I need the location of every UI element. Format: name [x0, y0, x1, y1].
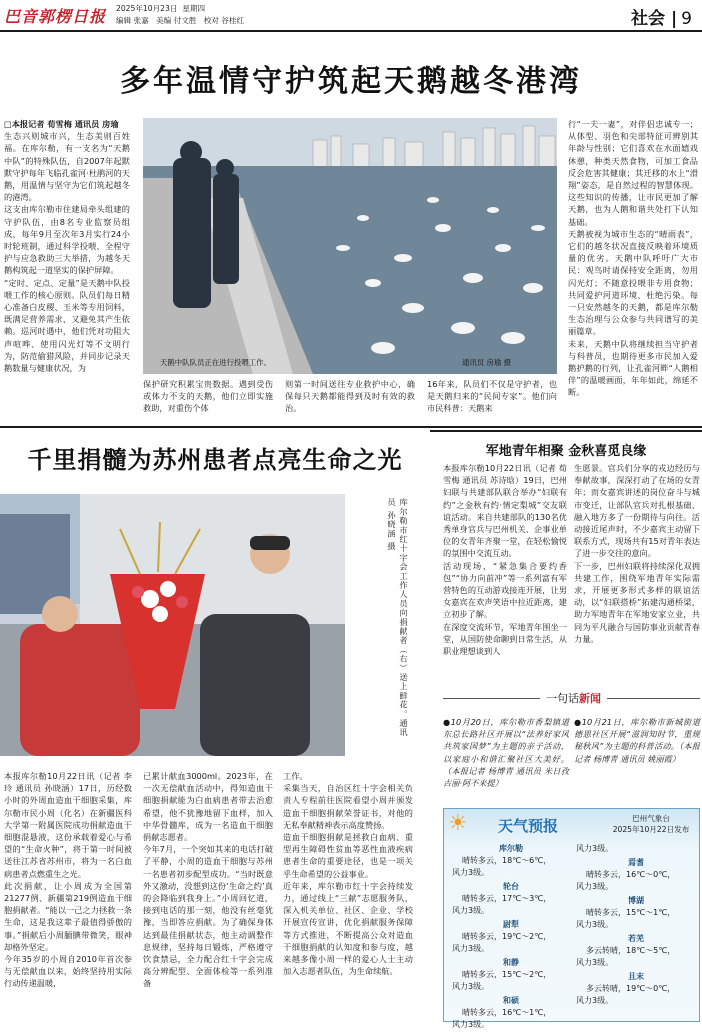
- weather-row: [576, 895, 696, 931]
- weather-city: 和硕: [503, 996, 519, 1005]
- story1-photo-credit: 通讯员 房瑜 摄: [462, 358, 512, 367]
- weather-wind: 风力3级。: [576, 996, 614, 1005]
- story2-photo-caption: 库尔勒市红十字会工作人员向捐献者（右）送上鲜花。: [399, 498, 409, 719]
- donation-ceremony-scene: [0, 494, 345, 756]
- weather-wind: 风力3级。: [452, 906, 490, 915]
- story1-column-5: 行“一夫一妻”，对伴侣忠诚专一；从体型、羽色和尖部特征可辨别其年龄与性别；它们喜欢在水面嬉戏休憩，种类天然食物，可加工食品反会危害其健康；其迁移的水上“滑翔”姿态，是自然过程的智慧体现。这些知识的传播，让市民更加了解天鹅，也为人鹅和谐共处打下认知基础。 天鹅被视为城市生态的“晴雨表”，它们的越冬状况直接反映着环境质量的优劣。天鹅中队呼吁广大市民：观鸟时请保持安全距离，勿用闪光灯；不随意投喂非专用食物；共同爱护河道环境，杜绝污染。每一只安然越冬的天鹅，都是库尔勒生态治理与公众参与共同谱写的美丽篇章。 未来，天鹅中队将继续担当守护者与科普员，也期待更多市民加入爱鹅护鹅的行列，让孔雀河畔“人鹅相伴”的温暖画面，年年如此，绵延不断。: [568, 119, 698, 398]
- story3-column-2: 生愿景。官兵们分享的戎边经历与奉献故事，深深打动了在场的女青年；而女嘉宾讲述的岗位奋斗与城市变迁，让部队官兵对扎根基础、融入地方多了一份期待与向往。活动接近尾声时，不少嘉宾主动留下联系方式，现场共有15对青年表达了进一步交往的意向。 下一步，巴州妇联将持续深化双拥共建工作，围绕军地青年实际需求，开展更多形式多样的联谊活动，以“妇联搭桥”拓建沟通桥梁，助力军地青年在军地安家立业，共同为平凡融合与国防事业贡献青春力量。: [574, 463, 700, 644]
- news-item-2: ●10月21日，库尔勒市新城街道德恩社区开展“滋润知时节，重规秘秋风”为主题的科普活动。（本报记者 杨博青 通讯员 姚丽霞）: [574, 717, 700, 764]
- weather-wind: 风力3级。: [452, 982, 490, 991]
- weather-row: [452, 957, 570, 993]
- weather-city: 博湖: [628, 896, 644, 905]
- weather-condition: 晴转多云，17℃～3℃，: [462, 894, 552, 903]
- story1-column-4: 16年来，队员们不仅是守护者，也是天鹅归来的“民间专家”。他们向市民科普：天鹅来: [427, 379, 557, 414]
- weather-wind: 风力3级。: [576, 882, 614, 891]
- weather-city: 库尔勒: [499, 844, 523, 853]
- weather-city: 若羌: [628, 934, 644, 943]
- weather-wind: 风力3级。: [576, 844, 614, 853]
- story1-photo: [143, 118, 557, 374]
- editor: 编辑 张嘉: [116, 16, 149, 25]
- weather-issuer-block: [604, 813, 698, 835]
- story1-photo-caption: 天鹅中队队员正在进行投喂工作。: [160, 358, 271, 367]
- weather-wind: 风力3级。: [576, 920, 614, 929]
- story2-headline: 千里捐髓为苏州患者点亮生命之光: [27, 446, 403, 474]
- weather-left-list: [452, 843, 570, 1033]
- issue-weekday: 星期四: [182, 4, 206, 13]
- weather-condition: 晴转多云，18℃～6℃，: [462, 856, 552, 865]
- weather-city: 尉犁: [503, 920, 519, 929]
- weather-city: 且末: [628, 972, 644, 981]
- masthead-title: 巴音郭楞日报: [4, 7, 107, 26]
- sun-icon: ☀: [448, 811, 468, 836]
- story-separator: [0, 426, 702, 428]
- story3-headline: 军地青年相聚 金秋喜觅良缘: [485, 444, 647, 459]
- issue-date: 2025年10月23日: [116, 4, 178, 13]
- weather-row: [576, 843, 696, 855]
- weather-city: 和静: [503, 958, 519, 967]
- masthead-meta: [116, 3, 244, 27]
- page-number: 9: [681, 9, 692, 29]
- news-header: [540, 690, 607, 706]
- weather-wind: 风力3级。: [576, 958, 614, 967]
- proofreader: 校对 谷桂红: [203, 16, 245, 25]
- story1-column-1: [4, 118, 130, 406]
- story2-column-1: 本报库尔勒10月22日讯（记者 李玲 通讯员 孙晓涵）17日，历经数小时的外周血造血干细胞采集，库尔勒市民小周（化名）在新疆医科大学第一附属医院成功捐献造血干细胞混悬液，这份承载着爱心与希望的“生命火种”，将于第一时间被送往江苏省苏州市，将为一名白血病患者点燃重生之光。 此次捐献，让小周成为全国第21277例、新疆第219例造血干细胞捐献者。“能以一己之力拯救一条生命，这是我这辈子最值得骄傲的事。”捐献后小周腼腆带微笑，眼神却格外坚定。 今年35岁的小周自2010年首次参与无偿献血以来，始终坚持用实际行动传递温暖，: [4, 771, 132, 989]
- weather-row: [576, 857, 696, 893]
- weather-title: 天气预报: [498, 817, 559, 835]
- story3-top-rule: [430, 430, 702, 432]
- swan-lake-scene: [143, 118, 557, 374]
- story1-column-2: 保护研究积累宝贵数据。遇到受伤或体力不支的天鹅，他们立即实施救助，对重伤个体: [143, 379, 273, 414]
- weather-row: [576, 971, 696, 1007]
- weather-city: 轮台: [503, 882, 519, 891]
- weather-city: 焉耆: [628, 858, 644, 867]
- weather-wind: 风力3级。: [452, 868, 490, 877]
- weather-row: [452, 843, 570, 879]
- section-label: 社会 | 9: [631, 9, 692, 29]
- weather-row: [576, 933, 696, 969]
- weather-issuer: 巴州气象台: [632, 814, 670, 823]
- news-header-right: 新闻: [579, 692, 601, 705]
- weather-box: [443, 808, 700, 1029]
- weather-condition: 晴转多云，19℃～2℃，: [462, 932, 552, 941]
- weather-condition: 晴转多云，16℃～1℃，: [462, 1008, 552, 1017]
- story2-photo-credit: 通讯员 孙晓涵 摄: [387, 498, 409, 738]
- story2-column-3: 工作。 采集当天，自治区红十字会相关负责人专程前往医院看望小周并颁发造血干细胞捐献荣誉证书，对他的无私奉献精神表示高度赞扬。 造血干细胞捐献是拯救白血病、重型再生障碍性贫血等恶性血液疾病患者生命的重要途径，也是一项关乎生命希望的公益事业。 近年来，库尔勒市红十字会持续发力，通过线上“三献”志愿服务队，深入机关单位、社区、企业、学校开展宣传宣讲，优化捐献服务保障等方式推进，不断提高公众对造血干细胞捐献的认知度和参与度，越来越多像小周一样的爱心人士主动加入志愿者队伍，为生命续航。: [283, 771, 413, 977]
- weather-issued-date: 2025年10月22日发布: [612, 825, 690, 834]
- weather-row: [452, 881, 570, 917]
- masthead-rule: [0, 30, 702, 32]
- news-header-left: 一句话: [546, 692, 579, 705]
- weather-row: [452, 919, 570, 955]
- story1-headline: 多年温情守护筑起天鹅越冬港湾: [120, 64, 582, 99]
- story3-column-1: 本报库尔勒10月22日讯（记者 荀雪梅 通讯员 苏诗晗）19日，巴州妇联与共建部队联合举办“妇联有约”之金秋有约·情定梨城”交友联谊活动。来自共建部队的130名优秀单身官兵与巴州机关、企事业单位的女青年齐聚一堂，在轻松愉悦的氛围中交流互动。 活动现场，“紧急集合要约香包”“协力向前冲”等一系列富有军营特色的互动游戏接连开展，让男女嘉宾在欢声笑语中拉近距离，建立初步了解。 在深度交流环节，军地青年围坐一堂，从国防使命聊到日常生活，从职业理想谈到人: [443, 463, 567, 657]
- weather-wind: 风力3级。: [452, 944, 490, 953]
- weather-condition: 晴转多云，15℃～2℃，: [462, 970, 552, 979]
- news-item-1: ●10月20日，库尔勒市香梨镇道东总长路社区开展以“法养好家风 共筑家国梦”为主题的亲子活动，以家庭小和谐汇聚社区大美好。（本报记者 杨博青 通讯员 米日孜古丽·阿不来提）: [443, 717, 569, 789]
- story2-photo: [0, 494, 345, 756]
- weather-condition: 多云转晴，19℃～0℃，: [586, 984, 676, 993]
- weather-wind: 风力3级。: [452, 1020, 490, 1029]
- weather-condition: 晴转多云，15℃～1℃，: [586, 908, 676, 917]
- weather-condition: 晴转多云，16℃～0℃，: [586, 870, 676, 879]
- story2-photo-caption-block: [352, 498, 410, 740]
- story1-column-3: 则第一时间送往专业救护中心，确保每只天鹅都能得到及时有效的救治。: [285, 379, 415, 414]
- weather-right-list: [576, 843, 696, 1009]
- weather-condition: 多云转晴，18℃～5℃，: [586, 946, 676, 955]
- section-name: 社会: [631, 9, 666, 29]
- designer: 美编 付文胜: [156, 16, 197, 25]
- story1-byline: □本报记者 荀雪梅 通讯员 房瑜: [4, 119, 119, 129]
- weather-row: [452, 995, 570, 1031]
- story1-col1-text: 生态兴则城市兴，生态美则百姓福。在库尔勒，有一支名为“天鹅中队”的特殊队伍，自2007年起默默守护每年飞临孔雀河·杜鹃河的天鹅，用温情与坚守为它们筑起越冬的港湾。 这支由库尔勒市住建局牵头组建的守护队伍，由8名专业监察员组成，每年9月至次年3月实行24小时轮班制，通过科学投喂、全程守护与应急救助三大举措，为越冬天鹅构筑起一道坚实的保护屏障。 “定时、定点、定量”是天鹅中队投喂工作的核心原则。队员们每日精心准备白皮稷、玉米等专用饲料，既满足营养需求，又避免其产生依赖。巡河时遇中，他们凭对功阻大声喧哗、使用闪光灯等不文明行为，防范偷猎风险，并同步记录天鹅数量与健康状况，为: [4, 131, 130, 374]
- story2-column-2: 已累计献血3000ml。2023年，在一次无偿献血活动中，得知造血干细胞捐献能为白血病患者带去治愈希望，他不犹豫地留下血样，加入中华骨髓库，成为一名造血干细胞捐献志愿者。 今年7月，一个突如其来的电话打破了平静，小周的造血干细胞与苏州一名患者初步配型成功。“当时既意外又激动，没想到这份‘生命之约’真的会降临到我身上。”小周回忆道，接到电话的那一刻，他没有丝毫犹豫，当即答应捐献。为了确保身体达到最佳捐献状态，他主动调整作息规律，坚持每日锻炼，严格遵守饮食禁忌，全力配合红十字会完成高分辨配型、全面体检等一系列准备: [143, 771, 273, 989]
